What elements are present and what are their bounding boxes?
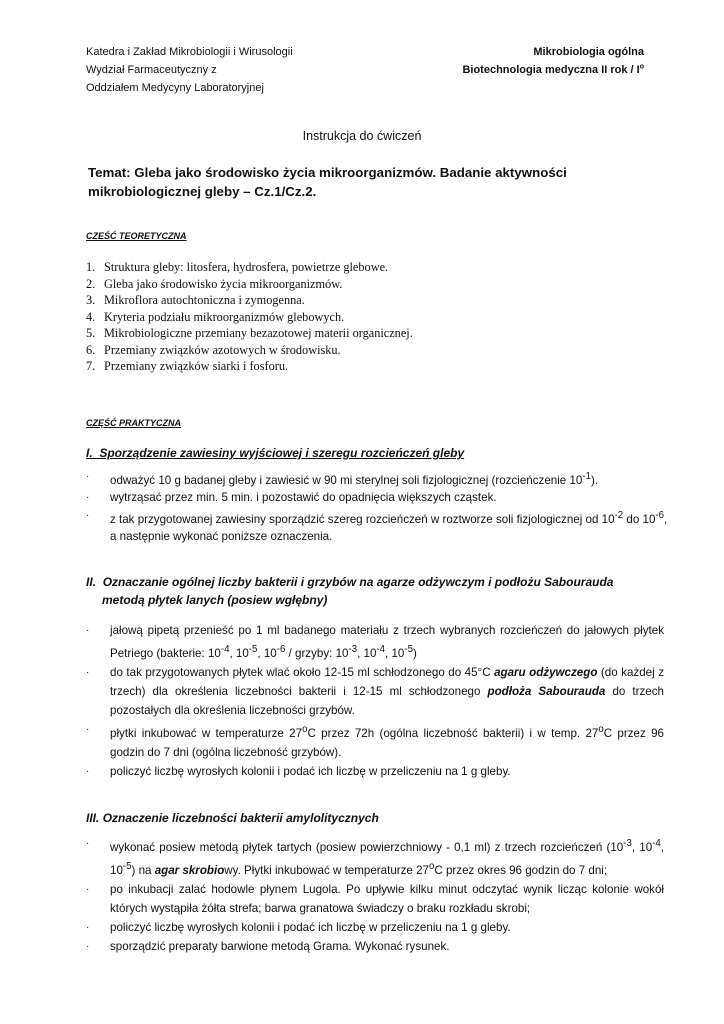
list-item: · policzyć liczbę wyrosłych kolonii i podać ich liczbę w przeliczeniu na 1 g gleby.: [86, 920, 511, 934]
header-course: [462, 43, 644, 79]
header-program-sup: o: [639, 63, 644, 71]
theory-item: 5. Mikrobiologiczne przemiany bezazotowej materii organicznej.: [86, 326, 413, 340]
list-item: · do tak przygotowanych płytek wlać około 12-15 ml schłodzonego do 45°C agaru odżywczego (do każdej z trzech) dla określenia liczebności bakterii i 12-15 ml schłodzonego podłoża Sabourauda do trzech pozostałych dla określenia liczebności grzybów.: [86, 665, 664, 717]
header-left-line-3: Oddziałem Medycyny Laboratoryjnej: [86, 82, 264, 94]
section-2-title-line-1: Oznaczanie ogólnej liczby bakterii i grzybów na agarze odżywczym i podłożu Sabourauda: [102, 575, 614, 589]
section-1-num: I.: [86, 446, 93, 460]
list-item: · wykonać posiew metodą płytek tartych (posiew powierzchniowy - 0,1 ml) z trzech rozcieńczeń ($10^{-3}$, $10^{-4}$, $10^{-5}$) na agar skrobiowy. Płytki inkubować w temperaturze 27$^o$C przez okres 96 godzin do 7 dni;: [86, 838, 664, 877]
list-item: · po inkubacji zalać hodowle płynem Lugola. Po upływie kilku minut odczytać wynik licząc kolonie wokół których wystąpiła żółta strefa; barwa granatowa świadczy o braku rozkładu skrobi;: [86, 882, 664, 915]
list-item: · wytrząsać przez min. 5 min. i pozostawić do opadnięcia większych cząstek.: [86, 491, 497, 505]
theory-list: [86, 259, 413, 375]
section-3-title-text: Oznaczenie liczebności bakterii amylolitycznych: [102, 811, 379, 825]
instruction-title: Instrukcja do ćwiczeń: [302, 129, 422, 143]
theory-item: 7. Przemiany związków siarki i fosforu.: [86, 359, 289, 373]
header-program: [462, 61, 644, 79]
practice-heading: CZĘŚĆ PRAKTYCZNA: [86, 418, 182, 428]
list-item: · płytki inkubować w temperaturze 27$^o$C przez 72h (ogólna liczebność bakterii) i w temp. 27$^o$C przez 96 godzin do 7 dni (ogólna liczebność grzybów).: [86, 723, 664, 759]
section-2-title: [86, 573, 668, 591]
header-left-line-2: Wydział Farmaceutyczny z: [86, 64, 217, 76]
section-1-list: [86, 468, 668, 546]
section-2-title-line-2: metodą płytek lanych (posiew wgłębny): [102, 593, 328, 607]
header-program-text: Biotechnologia medyczna II rok / I: [462, 64, 640, 76]
header-subject: Mikrobiologia ogólna: [533, 46, 644, 58]
theory-item: 1. Struktura gleby: litosfera, hydrosfera, powietrze glebowe.: [86, 260, 389, 274]
section-1-title: [86, 444, 464, 462]
section-3-num: III.: [86, 811, 100, 825]
list-item: · z tak przygotowanej zawiesiny sporządzić szereg rozcieńczeń w roztworze soli fizjologicznej od $10^{-2}$ do $10^{-6}$, a następnie wykonać poniższe oznaczenia.: [86, 509, 668, 544]
section-1-title-text: Sporządzenie zawiesiny wyjściowej i szeregu rozcieńczeń gleby: [99, 446, 465, 460]
topic-title: Temat: Gleba jako środowisko życia mikroorganizmów. Badanie aktywności mikrobiologicznej gleby – Cz.1/Cz.2.: [88, 165, 567, 199]
header-left-line-1: Katedra i Zakład Mikrobiologii i Wirusologii: [86, 46, 293, 58]
theory-item: 3. Mikroflora autochtoniczna i zymogenna.: [86, 293, 305, 307]
theory-item: 6. Przemiany związków azotowych w środowisku.: [86, 342, 341, 357]
theory-item: 4. Kryteria podziału mikroorganizmów glebowych.: [86, 309, 345, 324]
section-3-title: [86, 809, 379, 827]
list-item: · odważyć 10 g badanej gleby i zawiesić w 90 mi sterylnej soli fizjologicznej (rozcieńczenie $10^{-1}$).: [86, 471, 599, 487]
list-item: · jałową pipetą przenieść po 1 ml badanego materiału z trzech wybranych rozcieńczeń do jałowych płytek Petriego (bakterie: $10^{-4}$, $10^{-5}$, $10^{-6}$ / grzyby: $10^{-3}$, $10^{-4}$, $10^{-5}$): [86, 624, 664, 660]
section-3-list: [86, 834, 664, 956]
theory-heading: CZEŚĆ TEORETYCZNA: [86, 231, 187, 241]
header-institution: [86, 43, 293, 97]
list-item: · policzyć liczbę wyrosłych kolonii i podać ich liczbę w przeliczeniu na 1 g gleby.: [86, 764, 511, 778]
section-2-num: II.: [86, 575, 97, 589]
section-2-list: [86, 621, 664, 781]
theory-item: 2. Gleba jako środowisko życia mikroorganizmów.: [86, 276, 343, 291]
list-item: · sporządzić preparaty barwione metodą Grama. Wykonać rysunek.: [86, 939, 450, 953]
